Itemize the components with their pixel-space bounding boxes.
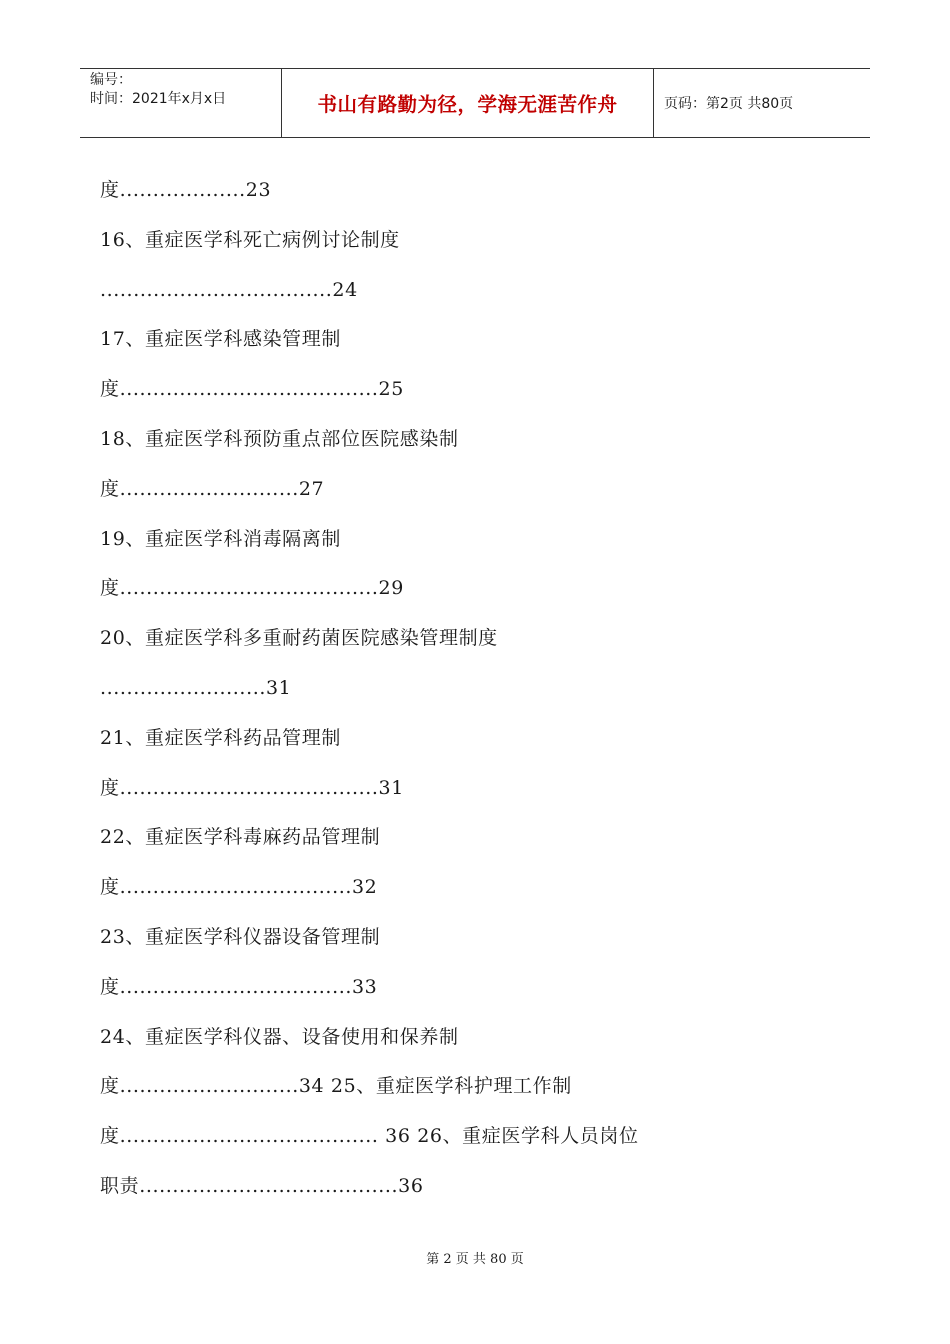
toc-line: 21、重症医学科药品管理制 bbox=[100, 726, 341, 749]
date-label: 时间：2021年x月x日 bbox=[90, 91, 227, 107]
toc-line: 22、重症医学科毒麻药品管理制 bbox=[100, 826, 381, 849]
toc-line: ...................................24 bbox=[100, 278, 358, 301]
page-header bbox=[80, 68, 870, 138]
toc-line: 20、重症医学科多重耐药菌医院感染管理制度 bbox=[100, 627, 498, 650]
toc-line: 度...................................33 bbox=[100, 975, 378, 998]
header-meta bbox=[80, 69, 282, 137]
toc-line: 19、重症医学科消毒隔离制 bbox=[100, 527, 341, 550]
toc-line: 度....................................... 36 26、重症医学科人员岗位 bbox=[100, 1125, 639, 1148]
toc-line: 17、重症医学科感染管理制 bbox=[100, 328, 341, 351]
toc-line: 度...........................34 25、重症医学科护理工作制 bbox=[100, 1075, 572, 1098]
toc-line: 23、重症医学科仪器设备管理制 bbox=[100, 925, 381, 948]
header-page-info: 页码：第2页 共80页 bbox=[664, 96, 794, 112]
toc-line: 度.......................................29 bbox=[100, 577, 404, 600]
serial-label: 编号： bbox=[90, 72, 132, 88]
toc-line: .........................31 bbox=[100, 676, 292, 699]
toc-line: 职责.......................................36 bbox=[100, 1174, 424, 1197]
toc-line: 度...................................32 bbox=[100, 876, 378, 899]
toc-line: 度.......................................25 bbox=[100, 378, 404, 401]
toc-line: 度...................23 bbox=[100, 179, 272, 201]
page-footer: 第 2 页 共 80 页 bbox=[426, 1252, 524, 1267]
toc-line: 24、重症医学科仪器、设备使用和保养制 bbox=[100, 1025, 459, 1048]
header-motto: 书山有路勤为径，学海无涯苦作舟 bbox=[282, 69, 654, 137]
toc-line: 16、重症医学科死亡病例讨论制度 bbox=[100, 228, 400, 251]
toc-line: 度.......................................31 bbox=[100, 776, 404, 799]
toc-line: 18、重症医学科预防重点部位医院感染制 bbox=[100, 427, 459, 450]
table-of-contents bbox=[100, 166, 860, 1212]
toc-line: 度...........................27 bbox=[100, 477, 325, 500]
